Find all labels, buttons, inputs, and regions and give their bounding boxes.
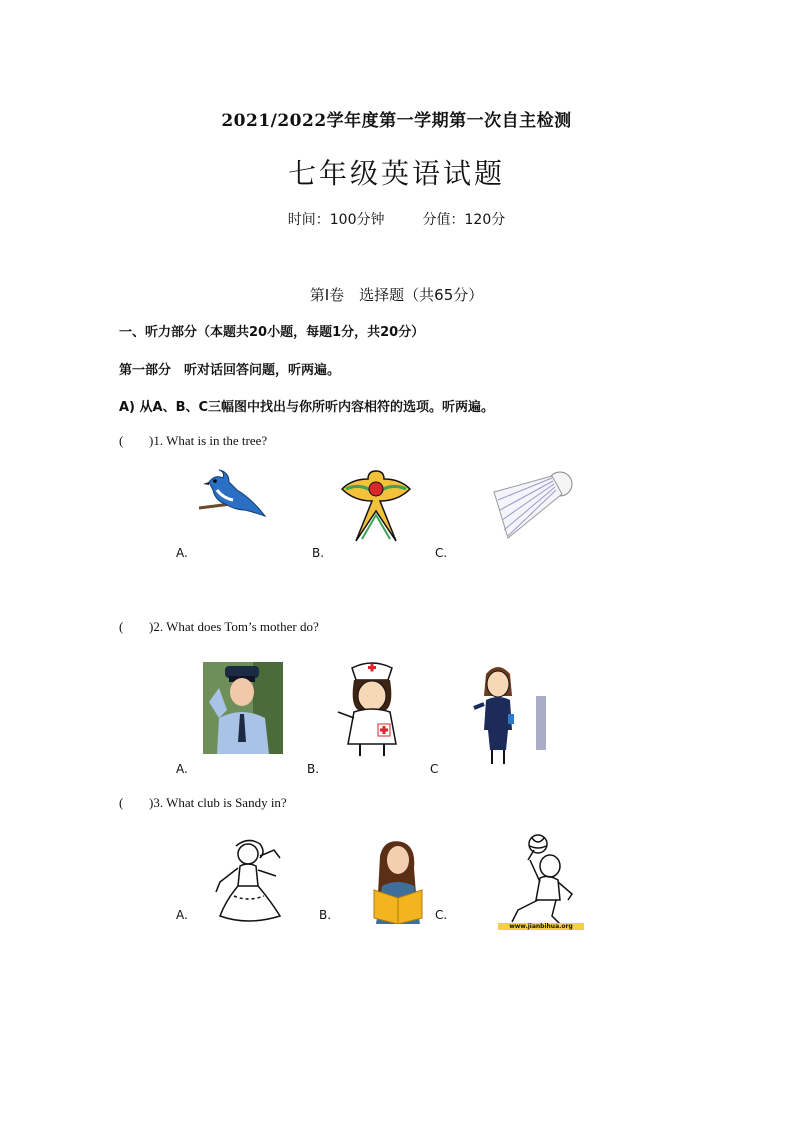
exam-info — [0, 209, 793, 229]
volleyball-player-icon — [498, 834, 584, 932]
listening-section-heading: 一、听力部分（本题共20小题，每题1分，共20分） — [119, 325, 425, 340]
q1-option-b[interactable]: B. — [312, 546, 325, 560]
q3-option-b[interactable]: B. — [319, 908, 332, 922]
question-2: ( )2. What does Tom’s mother do? — [119, 619, 319, 634]
answer-blank[interactable]: ( — [119, 795, 124, 810]
watermark-label: www.jianbihua.org — [498, 923, 584, 930]
volume-title: 第Ⅰ卷 选择题（共65分） — [309, 286, 484, 304]
exam-title: 七年级英语试题 — [287, 157, 505, 190]
businesswoman-icon — [470, 660, 562, 766]
shuttlecock-icon — [490, 468, 574, 540]
bird-icon — [195, 468, 267, 524]
part-one-heading: 第一部分 听对话回答问题，听两遍。 — [119, 363, 341, 378]
reading-girl-icon — [368, 838, 428, 924]
exam-header: 2021/2022学年度第一学期第一次自主检测 — [221, 111, 572, 131]
kite-icon — [340, 467, 412, 545]
answer-blank[interactable]: ( — [119, 433, 124, 448]
answer-blank[interactable]: ( — [119, 619, 124, 634]
police-officer-icon — [203, 662, 283, 754]
q1-option-c[interactable]: C. — [435, 546, 448, 560]
nurse-icon — [330, 658, 412, 760]
question-2-text: 2. What does Tom’s mother do? — [153, 619, 319, 634]
q3-option-a[interactable]: A. — [176, 908, 188, 922]
q2-option-a[interactable]: A. — [176, 762, 188, 776]
dancing-girl-icon — [214, 836, 290, 924]
question-1: ( )1. What is in the tree? — [119, 433, 268, 448]
question-1-text: 1. What is in the tree? — [153, 433, 268, 448]
score-label: 分值：120分 — [422, 212, 506, 228]
q3-option-c[interactable]: C. — [435, 908, 448, 922]
q2-option-c[interactable]: C — [430, 762, 439, 776]
question-3-text: 3. What club is Sandy in? — [153, 795, 287, 810]
question-3: ( )3. What club is Sandy in? — [119, 795, 287, 810]
q2-option-b[interactable]: B. — [307, 762, 320, 776]
q1-option-a[interactable]: A. — [176, 546, 188, 560]
time-label: 时间：100分钟 — [287, 212, 385, 228]
instruction-a: A) 从A、B、C三幅图中找出与你所听内容相符的选项。听两遍。 — [119, 400, 495, 415]
